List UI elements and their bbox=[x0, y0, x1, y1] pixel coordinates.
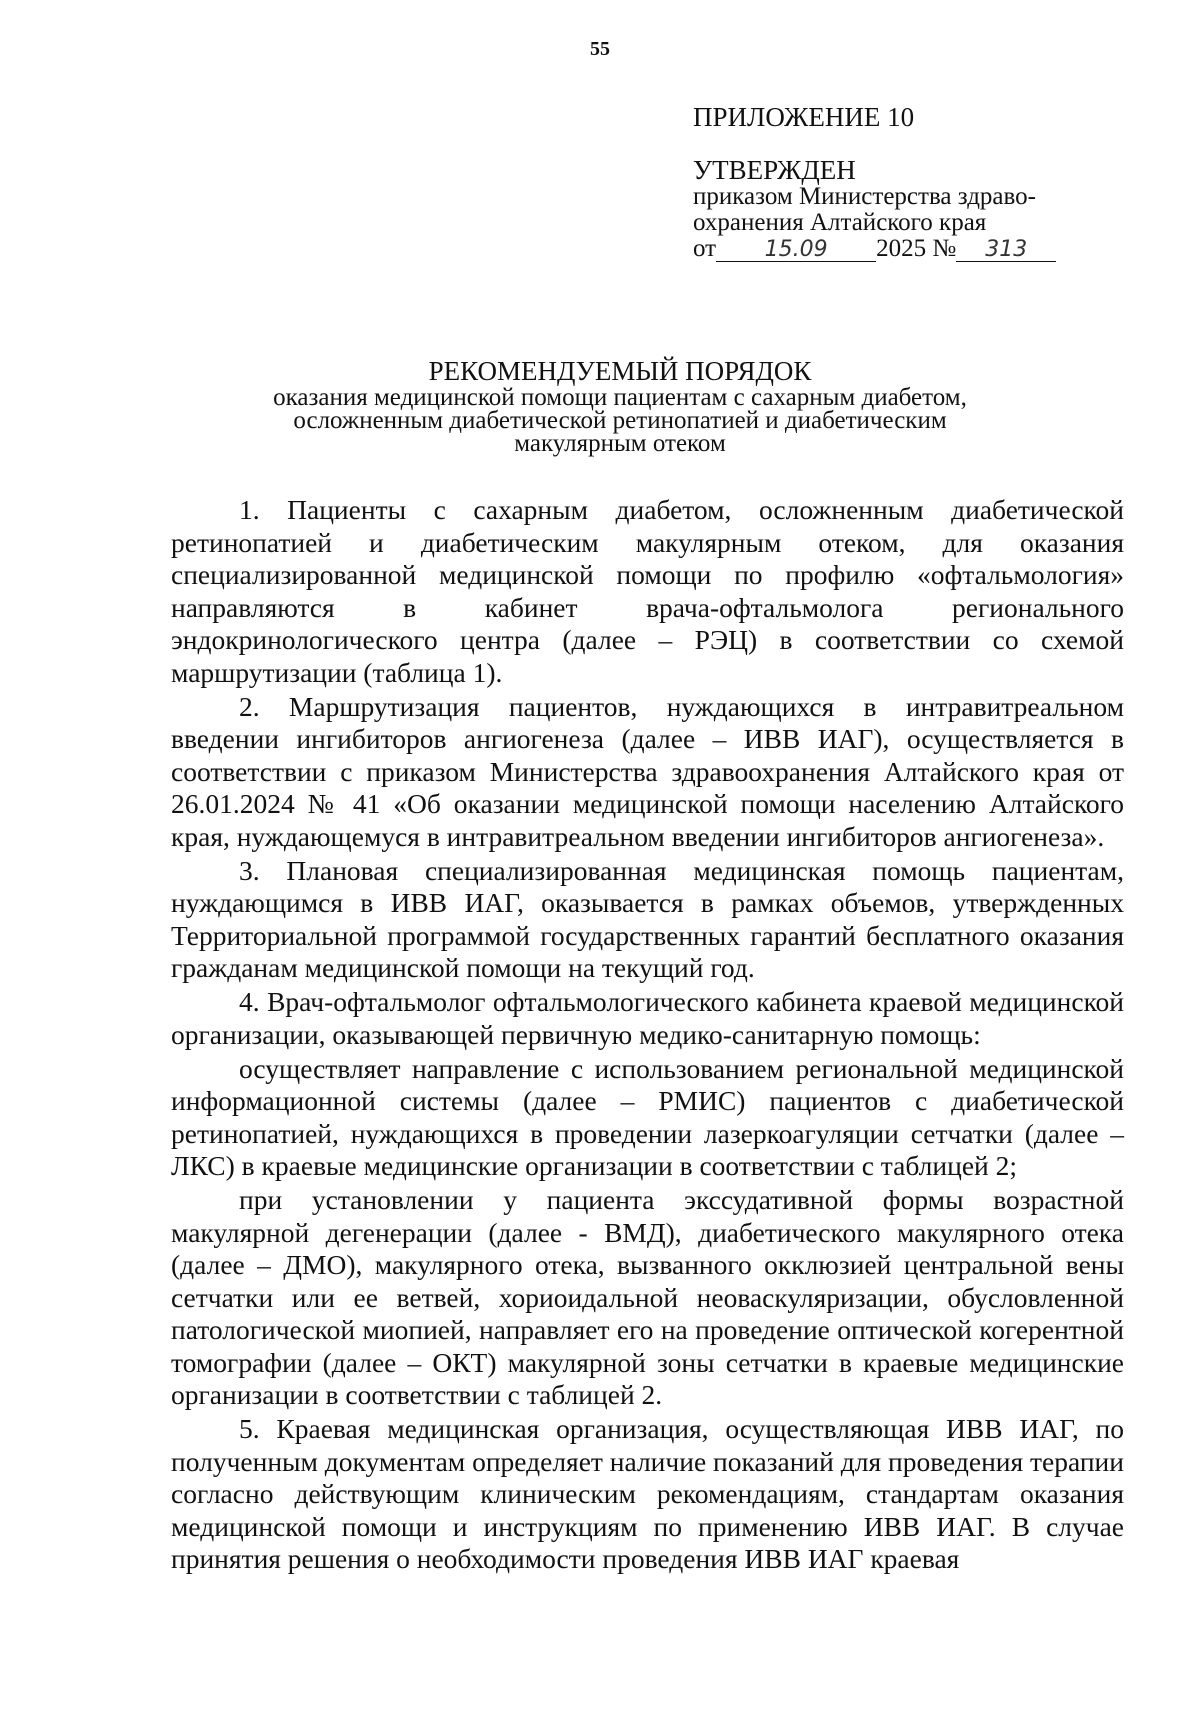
paragraph-2: 2. Маршрутизация пациентов, нуждающихся в интравитреальном введении ингибиторов ангиогенеза (далее – ИВВ ИАГ), осуществляется в соответствии с приказом Министерства здравоохранения Алтайского края от 26.01.2024 № 41 «Об оказании медицинской помощи населению Алтайского края, нуждающемуся в интравитреальном введении ингибиторов ангиогенеза». bbox=[171, 690, 1124, 852]
paragraph-4: 4. Врач-офтальмолог офтальмологического кабинета краевой медицинской организации, оказывающей первичную медико-санитарную помощь: bbox=[171, 986, 1124, 1050]
document-body bbox=[171, 494, 1124, 1577]
handwritten-date: 15.09 bbox=[716, 239, 876, 262]
title-line-1: оказания медицинской помощи пациентам с сахарным диабетом, bbox=[273, 384, 967, 411]
approved-label: УТВЕРЖДЕН bbox=[693, 155, 856, 185]
paragraph-5: 5. Краевая медицинская организация, осуществляющая ИВВ ИАГ, по полученным документам определяет наличие показаний для проведения терапии согласно действующим клиническим рекомендациям, стандартам оказания медицинской помощи и инструкциям по применению ИВВ ИАГ. В случае принятия решения о необходимости проведения ИВВ ИАГ краевая bbox=[171, 1413, 1124, 1574]
approval-block bbox=[693, 104, 1123, 262]
from-label: от bbox=[693, 235, 717, 262]
document-title bbox=[200, 356, 1040, 455]
title-line-3: макулярным отеком bbox=[514, 430, 726, 457]
title-heading: РЕКОМЕНДУЕМЫЙ ПОРЯДОК bbox=[428, 356, 812, 386]
paragraph-3: 3. Плановая специализированная медицинская помощь пациентам, нуждающимся в ИВВ ИАГ, оказывается в рамках объемов, утвержденных Территориальной программой государственных гарантий бесплатного оказания гражданам медицинской помощи на текущий год. bbox=[171, 854, 1124, 983]
title-line-2: осложненным диабетической ретинопатией и диабетическим bbox=[293, 407, 947, 434]
page-number: 55 bbox=[590, 38, 610, 60]
handwritten-number: 313 bbox=[956, 239, 1056, 262]
order-line-1: приказом Министерства здраво- bbox=[693, 183, 1036, 210]
paragraph-1: 1. Пациенты с сахарным диабетом, осложненным диабетической ретинопатией и диабетическим макулярным отеком, для оказания специализированной медицинской помощи по профилю «офтальмология» направляются в кабинет врача-офтальмолога регионального эндокринологического центра (далее – РЭЦ) в соответствии со схемой маршрутизации (таблица 1). bbox=[171, 494, 1124, 688]
date-line bbox=[693, 236, 1123, 262]
paragraph-4-item-1: осуществляет направление с использованием региональной медицинской информационной системы (далее – РМИС) пациентов с диабетической ретинопатией, нуждающихся в проведении лазеркоагуляции сетчатки (далее – ЛКС) в краевые медицинские организации в соответствии с таблицей 2; bbox=[171, 1052, 1124, 1181]
paragraph-4-item-2: при установлении у пациента экссудативной формы возрастной макулярной дегенерации (далее - ВМД), диабетического макулярного отека (далее – ДМО), макулярного отека, вызванного окклюзией центральной вены сетчатки или ее ветвей, хориоидальной неоваскуляризации, обусловленной патологической миопией, направляет его на проведение оптической когерентной томографии (далее – ОКТ) макулярной зоны сетчатки в краевые медицинские организации в соответствии с таблицей 2. bbox=[171, 1184, 1124, 1410]
order-line-2: охранения Алтайского края bbox=[693, 209, 987, 236]
year-number-label: 2025 № bbox=[876, 235, 957, 262]
appendix-label: ПРИЛОЖЕНИЕ 10 bbox=[693, 102, 915, 132]
